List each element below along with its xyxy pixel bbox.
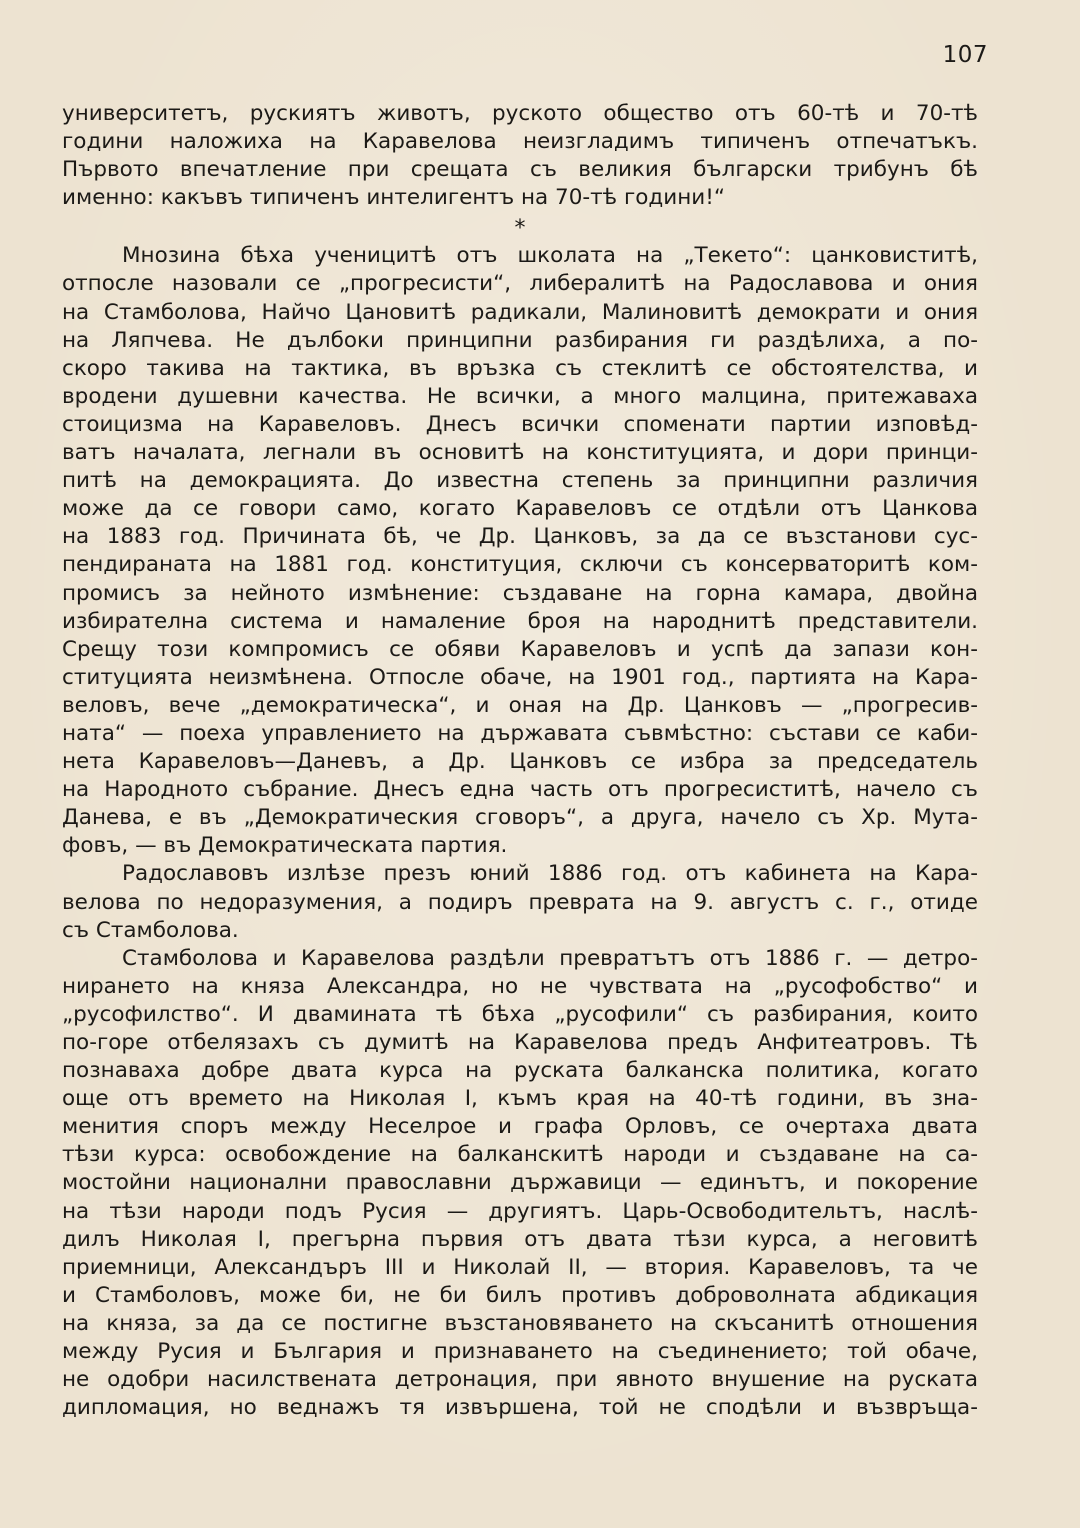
text-line: пендираната на 1881 год. конституция, сключи съ консерваторитѣ ком- — [62, 552, 978, 578]
text-line: избирателна система и намаление броя на народнитѣ представители. — [62, 608, 978, 634]
text-line: питѣ на демокрацията. До известна степень за принципни различия — [62, 468, 978, 494]
section-separator: * — [514, 216, 526, 242]
text-line: Данева, е въ „Демократическия сговоръ“, а друга, начело съ Хр. Мута- — [62, 805, 978, 831]
text-line: ституцията неизмѣнена. Отпосле обаче, на 1901 год., партията на Кара- — [62, 664, 978, 690]
text-line: между Русия и България и признаването на съединението; той обаче, — [62, 1339, 978, 1365]
text-line: менития споръ между Неселрое и графа Орловъ, се очертаха двата — [62, 1114, 978, 1140]
page-body — [62, 100, 978, 1422]
text-line: дипломация, но веднажъ тя извършена, той не сподѣли и възвръща- — [62, 1395, 978, 1421]
text-line: велова по недоразумения, а подиръ преврата на 9. августъ с. г., отиде — [62, 889, 978, 915]
text-line: „русофилство“. И двамината тѣ бѣха „русофили“ съ разбирания, които — [62, 1001, 978, 1027]
text-line: университетъ, рускиятъ животъ, руското общество отъ 60-тѣ и 70-тѣ — [62, 101, 978, 126]
text-line: на Ляпчева. Не дълбоки принципни разбирания ги раздѣлиха, а по- — [62, 327, 978, 353]
text-line: на тѣзи народи подъ Русия — другиятъ. Царь-Освободительтъ, наслѣ- — [62, 1198, 978, 1224]
text-line: фовъ, — въ Демократическата партия. — [62, 833, 508, 859]
text-line: промисъ за нейното измѣнение: създаване на горна камара, двойна — [62, 580, 978, 606]
intro-quote-end — [62, 100, 978, 212]
text-line: Първото впечатление при срещата съ великия български трибунъ бѣ — [62, 157, 978, 183]
text-line: на княза, за да се постигне възстановяването на скъсанитѣ отношения — [62, 1310, 978, 1336]
paragraphs — [62, 242, 978, 1422]
text-line: ватъ началата, легнали въ основитѣ на конституцията, и дори принци- — [62, 440, 978, 466]
text-line: познаваха добре двата курса на руската балканска политика, когато — [62, 1058, 978, 1084]
page-number: 107 — [942, 42, 988, 68]
text-line: вродени душевни качества. Не всички, а много малцина, притежаваха — [62, 383, 978, 409]
text-line: веловъ, вече „демократическа“, и оная на Др. Цанковъ — „прогресив- — [62, 692, 978, 718]
text-line: скоро такива на тактика, въ връзка съ стеклитѣ се обстоятелства, и — [62, 355, 978, 381]
text-line: ната“ — поеха управлението на държавата съвмѣстно: състави се каби- — [62, 720, 978, 746]
text-line: нета Каравеловъ—Даневъ, а Др. Цанковъ се избра за председатель — [62, 749, 978, 775]
text-line: съ Стамболова. — [62, 917, 239, 943]
paragraph — [62, 860, 978, 944]
text-line: не одобри насилствената детронация, при явното внушение на руската — [62, 1367, 978, 1393]
text-line: на Стамболова, Найчо Цановитѣ радикали, Малиновитѣ демократи и ония — [62, 299, 978, 325]
text-line: Стамболова и Каравелова раздѣли превратътъ отъ 1886 г. — детро- — [122, 945, 978, 971]
text-line: Радославовъ излѣзе презъ юний 1886 год. отъ кабинета на Кара- — [122, 861, 978, 887]
text-line: приемници, Александъръ III и Николай II, — втория. Каравеловъ, та че — [62, 1254, 978, 1280]
paragraph — [62, 242, 978, 860]
paragraph — [62, 945, 978, 1423]
text-line: мостойни национални православни държавици — единътъ, и покорение — [62, 1170, 978, 1196]
text-line: години наложиха на Каравелова неизгладимъ типиченъ отпечатъкъ. — [62, 129, 978, 155]
text-line: дилъ Николая I, прегърна първия отъ двата тѣзи курса, а неговитѣ — [62, 1226, 978, 1252]
text-line: именно: какъвъ типиченъ интелигентъ на 70-тѣ години!“ — [62, 185, 726, 211]
text-line: тѣзи курса: освобождение на балканскитѣ народи и създаване на са- — [62, 1142, 978, 1168]
text-line: още отъ времето на Николая I, къмъ края на 40-тѣ години, въ зна- — [62, 1086, 978, 1112]
text-line: нирането на княза Александра, но не чувствата на „русофобство“ и — [62, 973, 978, 999]
text-line: на Народното събрание. Днесъ една часть отъ прогресиститѣ, начело съ — [62, 777, 978, 803]
text-line: на 1883 год. Причината бѣ, че Др. Цанковъ, за да се възстанови сус- — [62, 524, 978, 550]
text-line: може да се говори само, когато Каравеловъ се отдѣли отъ Цанкова — [62, 496, 978, 522]
text-line: по-горе отбелязахъ съ думитѣ на Каравелова предъ Анфитеатровъ. Тѣ — [62, 1030, 978, 1055]
text-line: Мнозина бѣха ученицитѣ отъ школата на „Текето“: цанковиститѣ, — [122, 243, 978, 269]
text-line: отпосле назовали се „прогресисти“, либералитѣ на Радославова и ония — [62, 271, 978, 297]
text-line: стоицизма на Каравеловъ. Днесъ всички споменати партии изповѣд- — [62, 411, 978, 437]
text-line: и Стамболовъ, може би, не би билъ противъ доброволната абдикация — [62, 1282, 978, 1308]
text-line: Срещу този компромисъ се обяви Каравеловъ и успѣ да запази кон- — [62, 636, 978, 662]
